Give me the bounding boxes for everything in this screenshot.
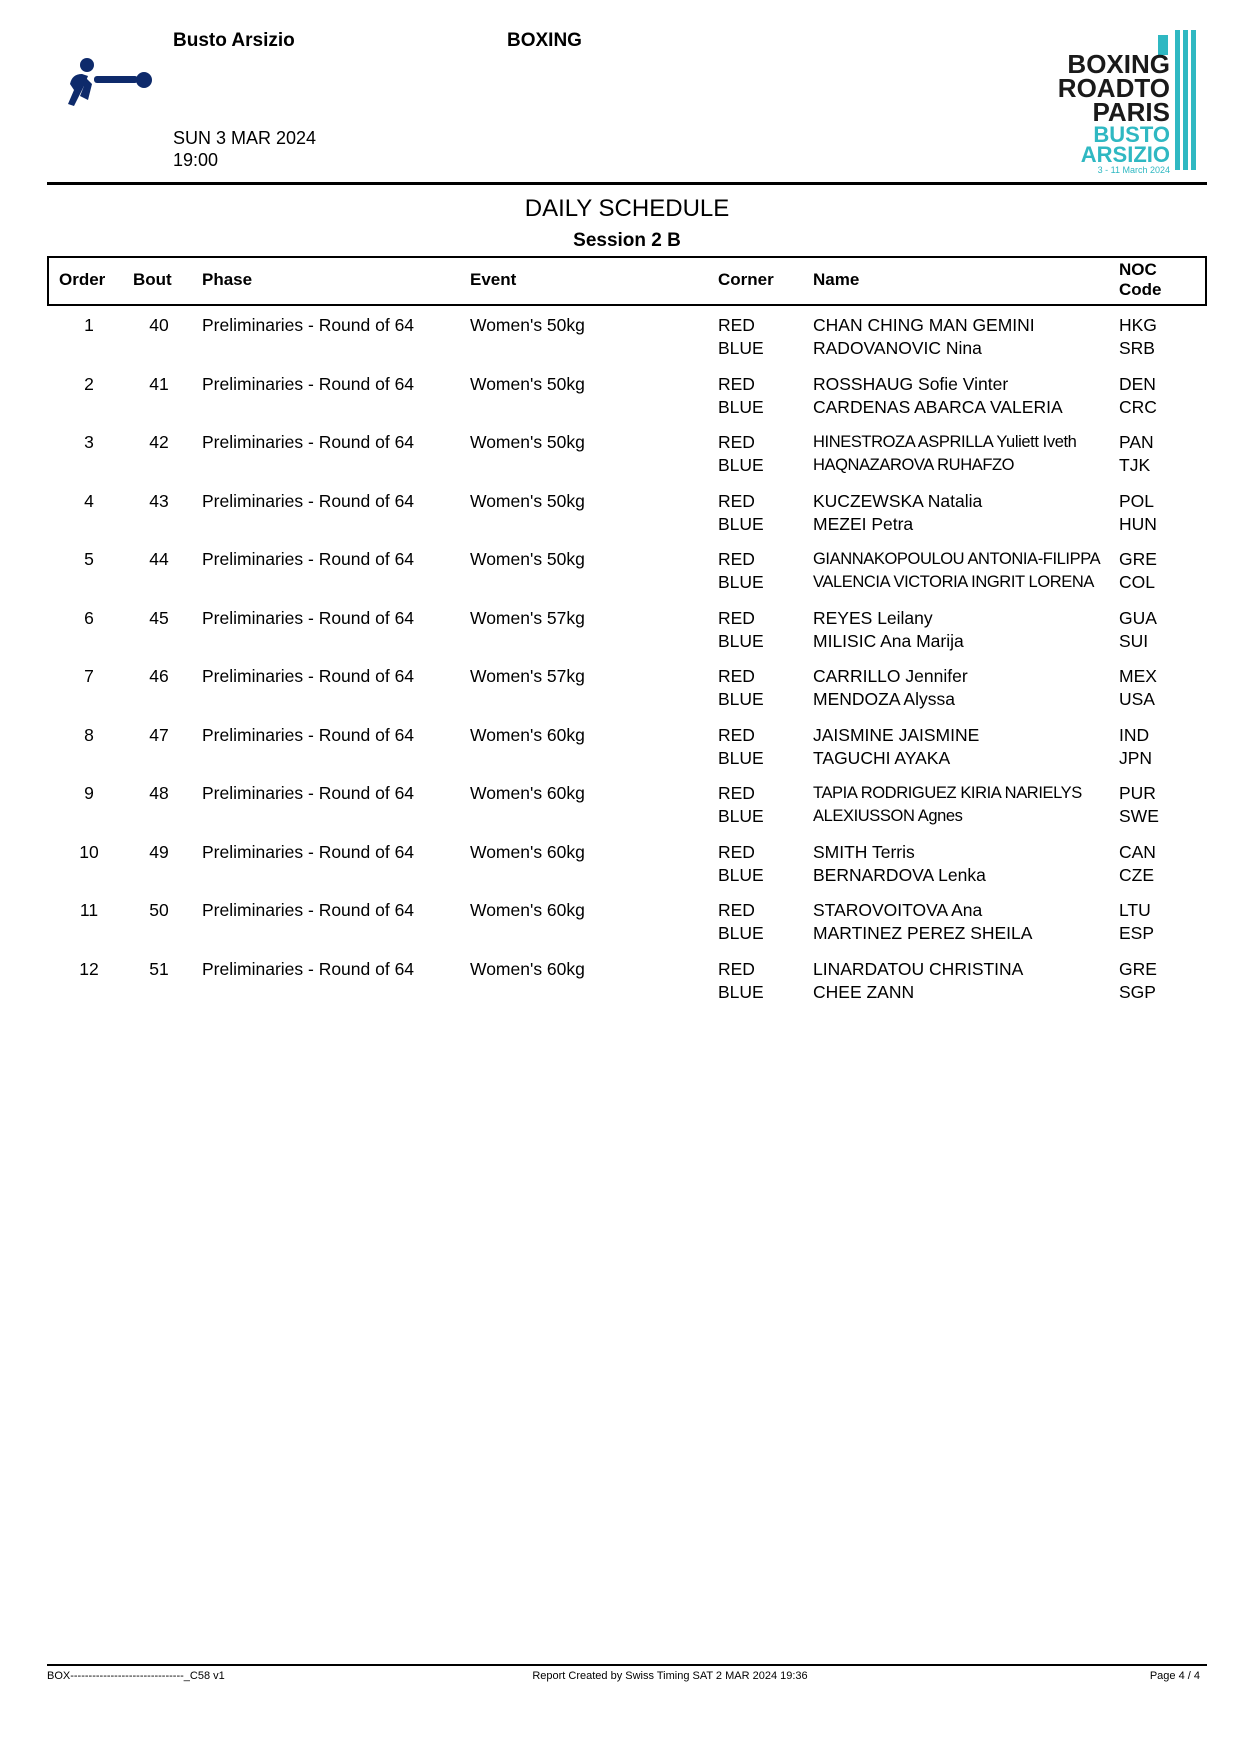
schedule-table-body	[47, 302, 1207, 1004]
corner-cell	[718, 314, 764, 360]
table-row	[47, 361, 1207, 420]
session-label: Session 2 B	[573, 230, 681, 251]
blue-corner: BLUE	[718, 747, 764, 768]
table-row	[47, 829, 1207, 888]
red-corner: RED	[718, 900, 755, 920]
session-date: SUN 3 MAR 2024	[173, 128, 317, 148]
bout-cell: 43	[149, 490, 169, 511]
col-bout: Bout	[133, 270, 172, 289]
corner-cell	[718, 782, 764, 828]
boxing-road-to-paris-logo	[1040, 30, 1208, 175]
red-corner: RED	[718, 432, 755, 452]
boxing-pictogram-icon	[62, 56, 162, 116]
order-cell: 1	[84, 315, 94, 335]
table-row	[47, 770, 1207, 829]
logo-line-1: BOXING	[1067, 49, 1170, 79]
blue-corner: BLUE	[718, 806, 764, 826]
name-cell	[813, 431, 1076, 477]
blue-boxer-name: CHEE ZANN	[813, 981, 915, 1002]
order-cell: 10	[79, 841, 99, 862]
footer-rule	[47, 1664, 1207, 1666]
phase-cell: Preliminaries - Round of 64	[202, 900, 415, 920]
noc-cell	[1119, 665, 1157, 711]
event-cell: Women's 60kg	[470, 900, 585, 920]
name-cell	[813, 958, 1023, 1004]
phase-cell: Preliminaries - Round of 64	[202, 783, 415, 803]
red-noc-code: HKG	[1119, 315, 1157, 335]
corner-cell	[718, 373, 764, 419]
table-header	[47, 256, 1207, 306]
corner-cell	[718, 548, 764, 594]
red-noc-code: MEX	[1119, 666, 1157, 686]
bout-cell: 47	[149, 724, 169, 745]
footer-created: Report Created by Swiss Timing SAT 2 MAR 2024 19:36	[532, 1670, 808, 1682]
blue-noc-code: SUI	[1119, 630, 1149, 651]
noc-cell	[1119, 841, 1156, 887]
bout-cell: 50	[149, 900, 169, 920]
header-rule	[47, 182, 1207, 185]
noc-cell	[1119, 958, 1157, 1004]
red-noc-code: PAN	[1119, 432, 1154, 452]
table-row	[47, 419, 1207, 478]
bout-cell: 40	[149, 315, 169, 335]
noc-cell	[1119, 548, 1157, 594]
red-corner: RED	[718, 607, 755, 628]
phase-cell: Preliminaries - Round of 64	[202, 373, 415, 394]
blue-boxer-name: ALEXIUSSON Agnes	[813, 807, 963, 825]
event-cell: Women's 50kg	[470, 315, 585, 335]
name-cell	[813, 490, 982, 536]
blue-boxer-name: MARTINEZ PEREZ SHEILA	[813, 923, 1033, 943]
red-boxer-name: GIANNAKOPOULOU ANTONIA-FILIPPA	[813, 550, 1101, 568]
event-cell: Women's 50kg	[470, 373, 585, 394]
bout-cell: 44	[149, 549, 169, 569]
bout-cell: 41	[149, 373, 169, 394]
name-cell	[813, 548, 1100, 594]
red-corner: RED	[718, 724, 755, 745]
name-cell	[813, 607, 964, 653]
order-cell: 8	[84, 724, 94, 745]
name-cell	[813, 314, 1035, 360]
order-cell: 5	[84, 549, 94, 569]
blue-noc-code: CZE	[1119, 864, 1154, 885]
phase-cell: Preliminaries - Round of 64	[202, 841, 415, 862]
red-boxer-name: STAROVOITOVA Ana	[813, 900, 983, 920]
blue-boxer-name: TAGUCHI AYAKA	[813, 747, 951, 768]
blue-corner: BLUE	[718, 513, 764, 534]
red-boxer-name: LINARDATOU CHRISTINA	[813, 958, 1024, 979]
sport-name: BOXING	[507, 30, 582, 51]
table-row	[47, 712, 1207, 771]
event-cell: Women's 50kg	[470, 549, 585, 569]
red-noc-code: DEN	[1119, 373, 1156, 394]
blue-boxer-name: MILISIC Ana Marija	[813, 630, 964, 651]
noc-cell	[1119, 490, 1157, 536]
event-cell: Women's 60kg	[470, 958, 585, 979]
corner-cell	[718, 958, 764, 1004]
table-row	[47, 653, 1207, 712]
blue-boxer-name: VALENCIA VICTORIA INGRIT LORENA	[813, 573, 1095, 591]
red-corner: RED	[718, 549, 755, 569]
red-corner: RED	[718, 490, 755, 511]
red-noc-code: POL	[1119, 490, 1155, 511]
red-corner: RED	[718, 783, 755, 803]
red-corner: RED	[718, 315, 755, 335]
corner-cell	[718, 841, 764, 887]
logo-line-4: BUSTO	[1093, 122, 1170, 147]
blue-noc-code: ESP	[1119, 923, 1155, 943]
blue-noc-code: JPN	[1119, 747, 1153, 768]
col-noc-code	[1119, 260, 1162, 300]
bout-cell: 46	[149, 666, 169, 686]
red-boxer-name: REYES Leilany	[813, 607, 933, 628]
name-cell	[813, 782, 1082, 828]
event-cell: Women's 60kg	[470, 783, 585, 803]
blue-noc-code: SGP	[1119, 981, 1156, 1002]
table-row	[47, 478, 1207, 537]
table-row	[47, 302, 1207, 361]
bout-cell: 42	[149, 432, 169, 452]
red-boxer-name: KUCZEWSKA Natalia	[813, 490, 983, 511]
red-boxer-name: CHAN CHING MAN GEMINI	[813, 315, 1035, 335]
order-cell: 6	[84, 607, 94, 628]
phase-cell: Preliminaries - Round of 64	[202, 607, 415, 628]
order-cell: 11	[79, 900, 99, 920]
venue-name: Busto Arsizio	[173, 30, 295, 51]
phase-cell: Preliminaries - Round of 64	[202, 315, 415, 335]
logo-line-2: ROADTO	[1057, 73, 1170, 103]
table-row	[47, 946, 1207, 1005]
col-corner: Corner	[718, 270, 774, 289]
blue-corner: BLUE	[718, 572, 764, 592]
red-boxer-name: ROSSHAUG Sofie Vinter	[813, 373, 1009, 394]
corner-cell	[718, 431, 764, 477]
corner-cell	[718, 724, 764, 770]
name-cell	[813, 724, 979, 770]
blue-noc-code: COL	[1119, 572, 1155, 592]
phase-cell: Preliminaries - Round of 64	[202, 490, 415, 511]
order-cell: 7	[84, 666, 94, 686]
blue-boxer-name: RADOVANOVIC Nina	[813, 338, 982, 358]
session-time: 19:00	[173, 150, 219, 170]
corner-cell	[718, 665, 764, 711]
table-row	[47, 536, 1207, 595]
order-cell: 3	[84, 432, 94, 452]
bout-cell: 51	[149, 958, 169, 979]
bout-cell: 49	[149, 841, 169, 862]
table-row	[47, 595, 1207, 654]
event-cell: Women's 60kg	[470, 841, 585, 862]
col-noc-line2: Code	[1119, 280, 1162, 299]
noc-cell	[1119, 373, 1157, 419]
event-cell: Women's 57kg	[470, 666, 585, 686]
order-cell: 9	[84, 783, 94, 803]
noc-cell	[1119, 314, 1157, 360]
red-boxer-name: TAPIA RODRIGUEZ KIRIA NARIELYS	[813, 784, 1082, 802]
noc-cell	[1119, 724, 1152, 770]
red-noc-code: GRE	[1119, 549, 1157, 569]
red-noc-code: CAN	[1119, 841, 1156, 862]
name-cell	[813, 899, 1032, 945]
blue-noc-code: SWE	[1119, 806, 1159, 826]
blue-corner: BLUE	[718, 864, 764, 885]
col-event: Event	[470, 270, 517, 289]
red-corner: RED	[718, 958, 755, 979]
blue-corner: BLUE	[718, 689, 764, 709]
blue-corner: BLUE	[718, 396, 764, 417]
blue-boxer-name: MEZEI Petra	[813, 513, 914, 534]
blue-noc-code: SRB	[1119, 338, 1155, 358]
col-name: Name	[813, 270, 860, 289]
red-corner: RED	[718, 841, 755, 862]
blue-boxer-name: MENDOZA Alyssa	[813, 689, 955, 709]
blue-noc-code: HUN	[1119, 513, 1157, 534]
event-cell: Women's 50kg	[470, 432, 585, 452]
col-noc-line1: NOC	[1119, 260, 1157, 279]
blue-boxer-name: CARDENAS ABARCA VALERIA	[813, 396, 1063, 417]
blue-corner: BLUE	[718, 455, 764, 475]
red-boxer-name: CARRILLO Jennifer	[813, 666, 968, 686]
logo-dates: 3 - 11 March 2024	[1097, 165, 1170, 175]
order-cell: 2	[84, 373, 94, 394]
col-order: Order	[59, 270, 106, 289]
blue-noc-code: TJK	[1119, 455, 1151, 475]
red-corner: RED	[718, 666, 755, 686]
order-cell: 12	[79, 958, 99, 979]
blue-noc-code: CRC	[1119, 396, 1157, 417]
corner-cell	[718, 899, 764, 945]
red-boxer-name: HINESTROZA ASPRILLA Yuliett Iveth	[813, 433, 1077, 451]
logo-line-5: ARSIZIO	[1080, 142, 1170, 167]
col-phase: Phase	[202, 270, 253, 289]
order-cell: 4	[84, 490, 94, 511]
red-corner: RED	[718, 373, 755, 394]
bout-cell: 45	[149, 607, 169, 628]
blue-noc-code: USA	[1119, 689, 1155, 709]
blue-corner: BLUE	[718, 923, 764, 943]
blue-boxer-name: HAQNAZAROVA RUHAFZO	[813, 456, 1015, 474]
noc-cell	[1119, 607, 1157, 653]
red-noc-code: IND	[1119, 724, 1150, 745]
noc-cell	[1119, 782, 1159, 828]
red-noc-code: GRE	[1119, 958, 1157, 979]
blue-corner: BLUE	[718, 630, 764, 651]
phase-cell: Preliminaries - Round of 64	[202, 432, 415, 452]
corner-cell	[718, 607, 764, 653]
document-title: DAILY SCHEDULE	[524, 195, 730, 222]
blue-boxer-name: BERNARDOVA Lenka	[813, 864, 986, 885]
red-noc-code: GUA	[1119, 607, 1157, 628]
red-noc-code: LTU	[1119, 900, 1151, 920]
event-cell: Women's 50kg	[470, 490, 585, 511]
footer-report-code: BOX-------------------------------_C58 v1	[47, 1670, 225, 1682]
noc-cell	[1119, 899, 1154, 945]
name-cell	[813, 373, 1063, 419]
name-cell	[813, 841, 986, 887]
table-row	[47, 887, 1207, 946]
phase-cell: Preliminaries - Round of 64	[202, 958, 415, 979]
blue-corner: BLUE	[718, 338, 764, 358]
blue-corner: BLUE	[718, 981, 764, 1002]
phase-cell: Preliminaries - Round of 64	[202, 549, 415, 569]
noc-cell	[1119, 431, 1154, 477]
event-cell: Women's 57kg	[470, 607, 585, 628]
corner-cell	[718, 490, 764, 536]
logo-line-3: PARIS	[1092, 97, 1170, 127]
event-cell: Women's 60kg	[470, 724, 585, 745]
footer-page-number: Page 4 / 4	[1149, 1670, 1200, 1682]
phase-cell: Preliminaries - Round of 64	[202, 666, 415, 686]
red-noc-code: PUR	[1119, 783, 1156, 803]
red-boxer-name: JAISMINE JAISMINE	[813, 724, 980, 745]
name-cell	[813, 665, 968, 711]
bout-cell: 48	[149, 783, 169, 803]
red-boxer-name: SMITH Terris	[813, 841, 915, 862]
phase-cell: Preliminaries - Round of 64	[202, 724, 415, 745]
